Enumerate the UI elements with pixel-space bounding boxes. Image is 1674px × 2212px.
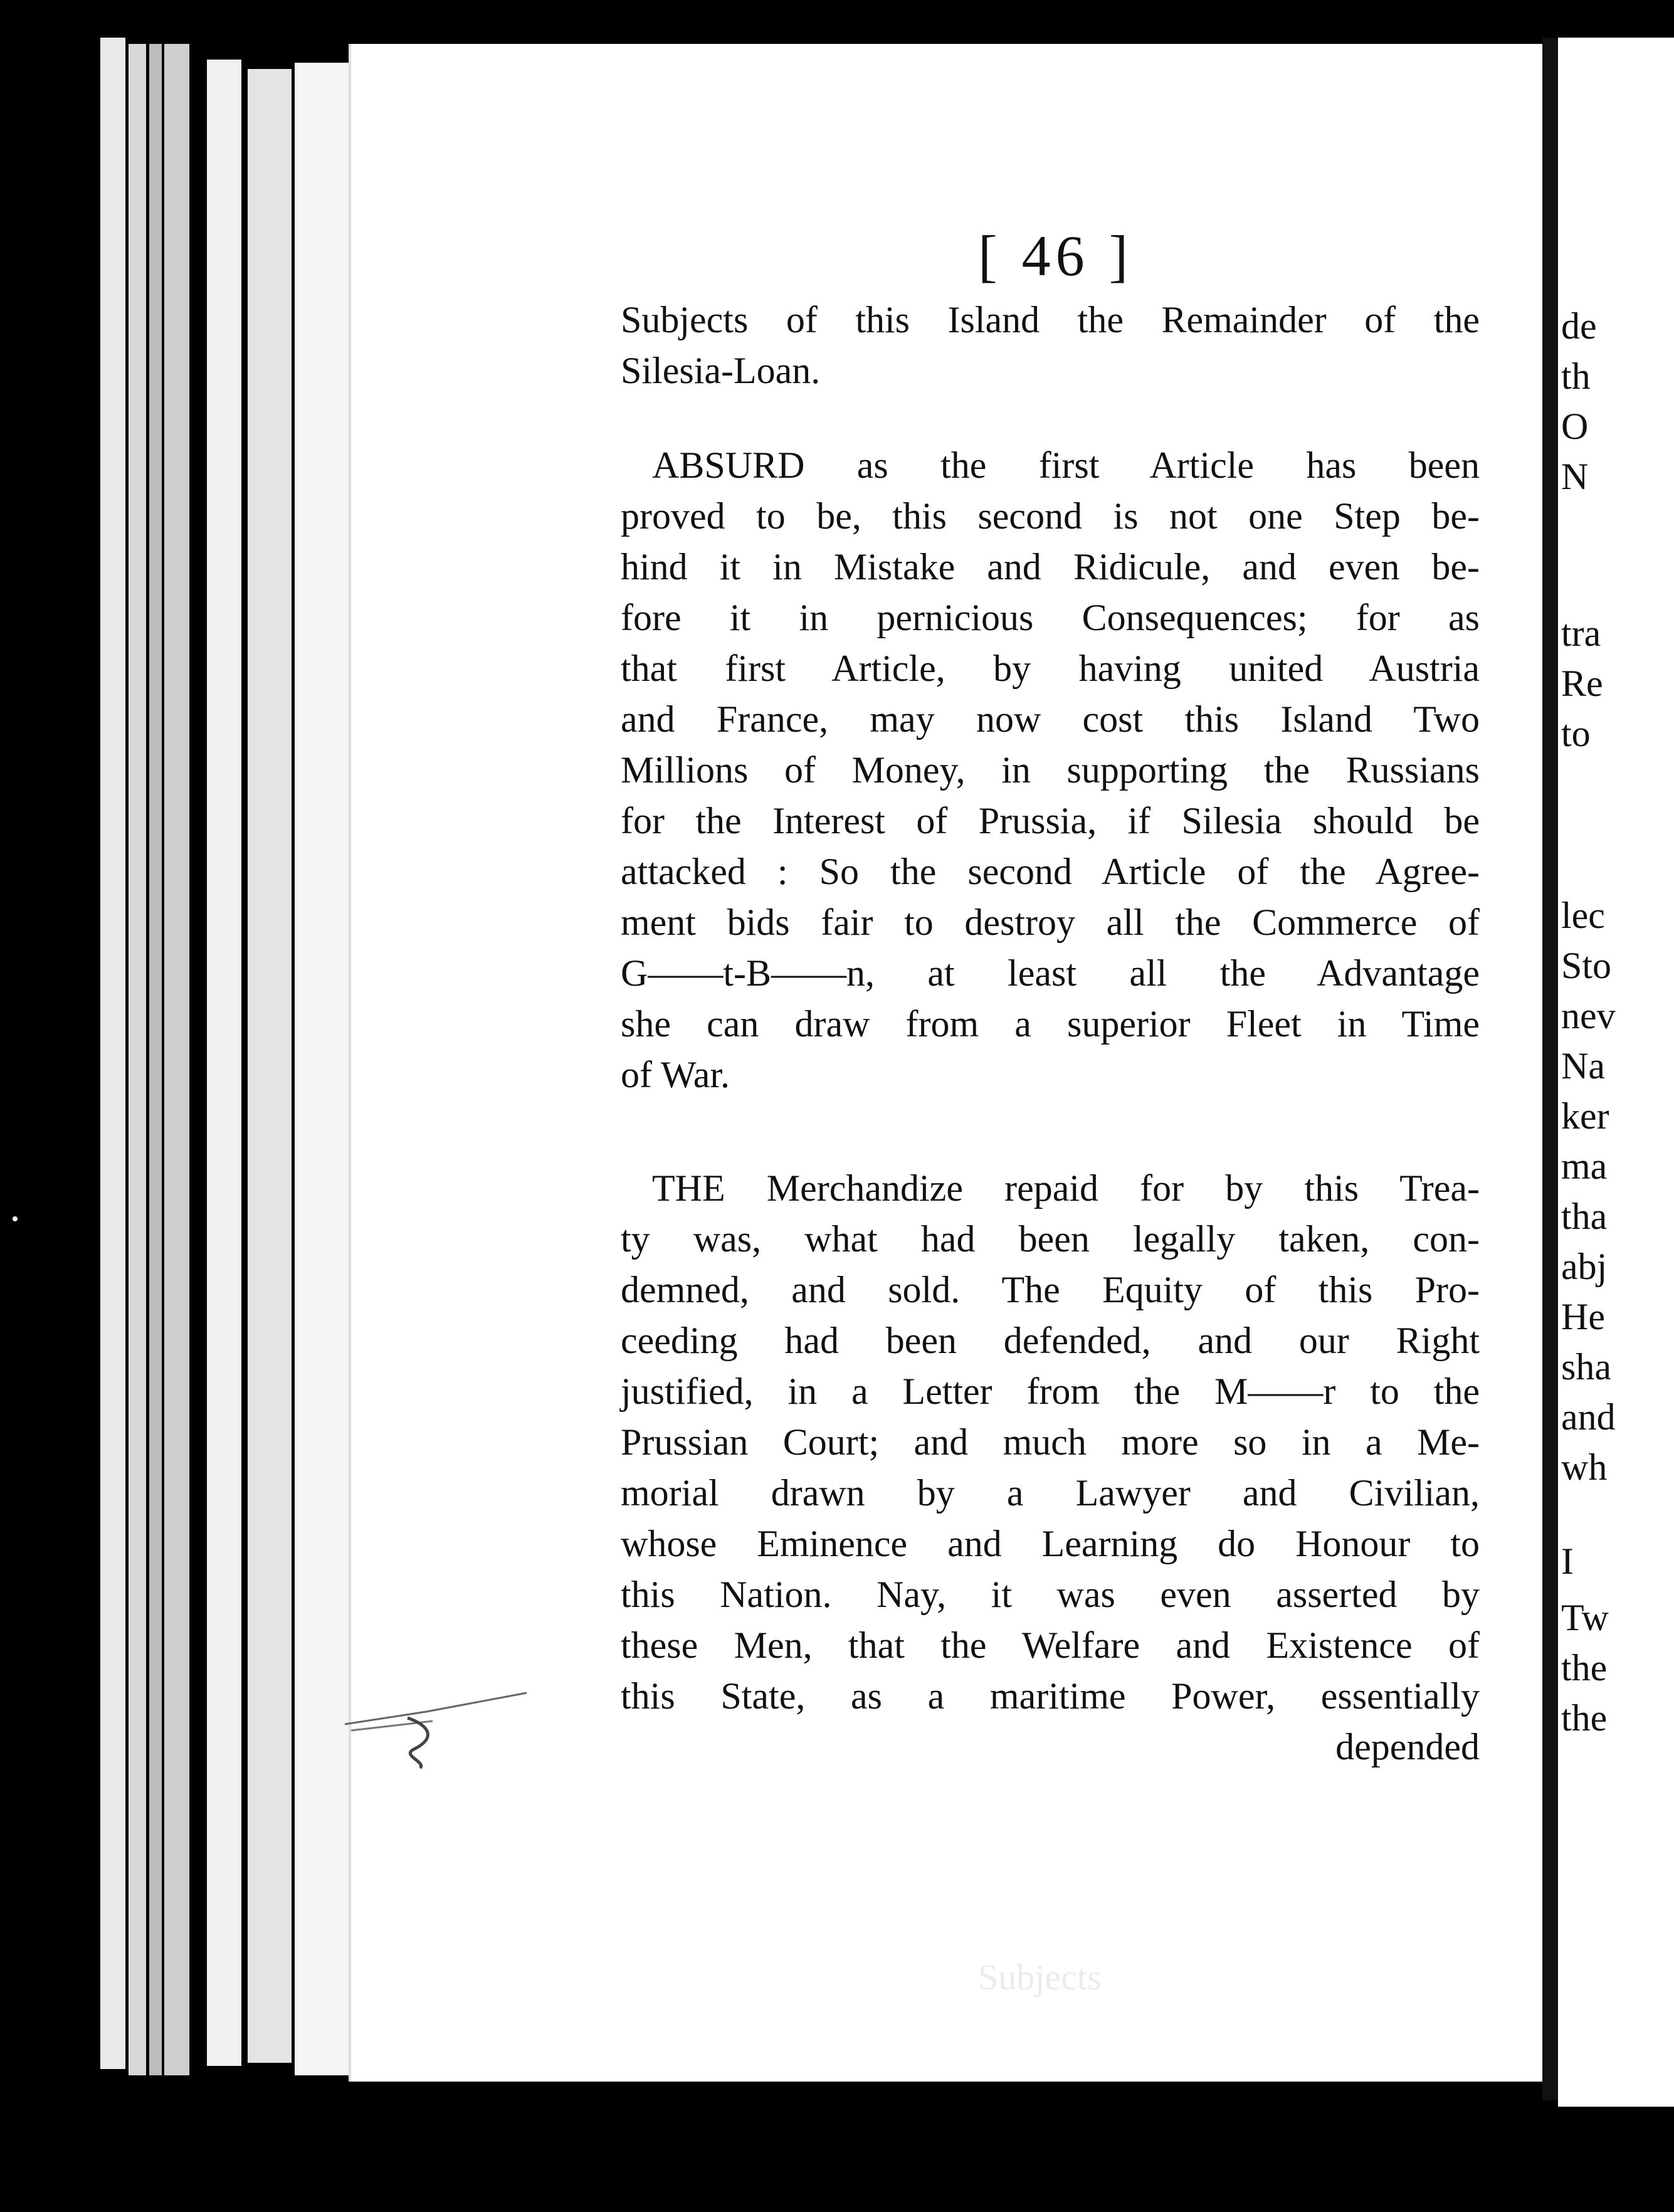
text-line: demned, and sold. The Equity of this Pro- [621,1269,1480,1310]
text-line: and France, may now cost this Island Two [621,698,1480,740]
text-line: Millions of Money, in supporting the Russians [621,749,1480,791]
page-edge [164,44,189,2075]
text-line: proved to be, this second is not one Step be- [621,495,1480,537]
catchword: depended [1335,1726,1480,1767]
text-line: this State, as a maritime Power, essentially [621,1675,1480,1717]
fragment: abj [1561,1246,1608,1287]
fragment: tha [1561,1196,1608,1237]
body-text [621,295,1480,1772]
fragment: and [1561,1396,1616,1438]
text-line: of War. [621,1054,730,1095]
text-line: ceeding had been defended, and our Right [621,1320,1480,1361]
page-edge [100,38,125,2069]
text-line: G——t-B——n, at least all the Advantage [621,952,1480,994]
text-line: hind it in Mistake and Ridicule, and even be- [621,546,1480,587]
text-line: Subjects of this Island the Remainder of the [621,299,1480,340]
text-line: THE Merchandize repaid for by this Trea- [652,1167,1480,1209]
pencil-mark [339,1687,539,1787]
page-edge [248,69,292,2063]
text-line: morial drawn by a Lawyer and Civilian, [621,1472,1480,1514]
page-edge [207,60,241,2066]
text-line: justified, in a Letter from the M——r to the [621,1371,1480,1412]
fragment: ker [1561,1095,1609,1137]
text-line: ABSURD as the first Article has been [652,445,1480,486]
text-line: attacked : So the second Article of the Agree- [621,851,1480,892]
page-edge [129,44,146,2075]
text-line: that first Article, by having united Austria [621,648,1480,689]
fragment: I [1561,1540,1574,1582]
text-line: fore it in pernicious Consequences; for as [621,597,1480,638]
fragment: the [1561,1647,1608,1688]
text-line: Prussian Court; and much more so in a Me- [621,1421,1480,1463]
fragment: Tw [1561,1597,1609,1638]
text-line: for the Interest of Prussia, if Silesia should be [621,800,1480,841]
fragment: lec [1561,895,1605,936]
page-edge [149,44,162,2075]
text-line: ty was, what had been legally taken, con- [621,1218,1480,1260]
fragment: Re [1561,663,1603,704]
text-line: these Men, that the Welfare and Existence of [621,1625,1480,1666]
fragment: He [1561,1296,1605,1337]
fragment: nev [1561,995,1616,1036]
text-line: whose Eminence and Learning do Honour to [621,1523,1480,1564]
text-line: ment bids fair to destroy all the Commerce of [621,902,1480,943]
page-number: [ 46 ] [978,224,1134,288]
fragment: the [1561,1697,1608,1739]
fragment: Sto [1561,945,1612,986]
fragment: O [1561,406,1589,447]
fragment: ma [1561,1146,1608,1187]
fragment: th [1561,356,1591,397]
fragment: tra [1561,613,1601,654]
fragment: to [1561,713,1591,754]
text-line: she can draw from a superior Fleet in Time [621,1003,1480,1045]
fragment: Na [1561,1045,1605,1087]
text-line: this Nation. Nay, it was even asserted by [621,1574,1480,1615]
fragment: N [1561,456,1589,497]
fragment: sha [1561,1346,1611,1388]
show-through-text: Subjects [978,1957,1102,1998]
fragment: wh [1561,1446,1608,1488]
fragment: de [1561,305,1597,347]
speck [13,1216,18,1221]
text-line: Silesia-Loan. [621,350,821,391]
book-gutter [1542,38,1558,2100]
